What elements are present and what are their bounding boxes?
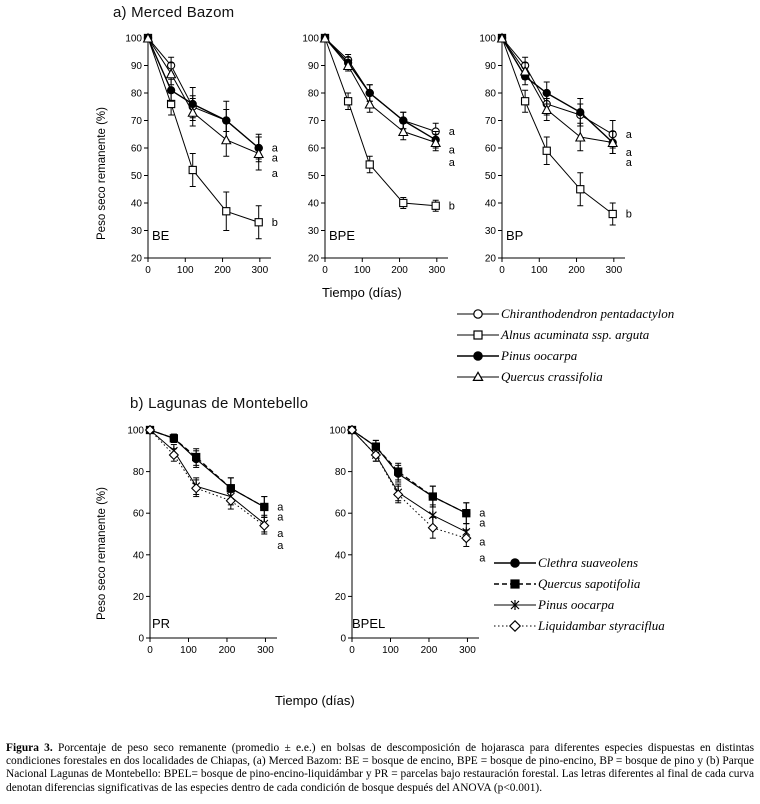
legend-symbol-filled-circle xyxy=(492,556,538,570)
svg-text:50: 50 xyxy=(307,171,319,182)
svg-text:40: 40 xyxy=(307,198,319,210)
legend-item-pinus-oocarpa-a xyxy=(455,345,674,366)
svg-text:a: a xyxy=(277,511,284,524)
chart-PR-tag: PR xyxy=(152,616,171,631)
svg-text:0: 0 xyxy=(340,633,346,645)
legend-item-liquidambar xyxy=(492,615,665,636)
svg-text:80: 80 xyxy=(484,88,496,100)
svg-text:90: 90 xyxy=(307,61,319,72)
svg-text:60: 60 xyxy=(334,508,346,520)
svg-text:300: 300 xyxy=(257,645,274,656)
svg-text:20: 20 xyxy=(307,253,319,265)
svg-text:a: a xyxy=(271,168,278,180)
svg-text:0: 0 xyxy=(145,265,151,276)
legend-symbol-open-square xyxy=(455,328,501,342)
svg-text:30: 30 xyxy=(484,226,496,237)
svg-text:100: 100 xyxy=(127,425,144,437)
svg-text:0: 0 xyxy=(138,633,144,645)
svg-text:a: a xyxy=(271,152,278,165)
svg-text:a: a xyxy=(479,517,486,530)
svg-text:50: 50 xyxy=(484,171,496,182)
legend-item-quercus-sapotifolia xyxy=(492,573,665,594)
svg-text:a: a xyxy=(277,540,284,553)
caption-label: Figura 3. xyxy=(6,742,53,754)
x-axis-label-b: Tiempo (días) xyxy=(275,693,355,708)
svg-text:0: 0 xyxy=(349,645,355,656)
svg-text:a: a xyxy=(625,157,632,169)
svg-text:40: 40 xyxy=(132,550,144,562)
y-axis-label-a: Peso seco remanente (%) xyxy=(96,107,108,240)
svg-text:70: 70 xyxy=(307,116,319,127)
svg-text:60: 60 xyxy=(130,143,142,155)
x-axis-label-a: Tiempo (días) xyxy=(322,285,402,300)
svg-text:100: 100 xyxy=(382,645,399,656)
svg-text:80: 80 xyxy=(132,467,144,479)
svg-text:a: a xyxy=(277,501,284,514)
svg-text:80: 80 xyxy=(334,467,346,479)
svg-text:80: 80 xyxy=(130,88,142,100)
legend-item-quercus-crassifolia xyxy=(455,366,674,387)
svg-text:300: 300 xyxy=(459,645,476,656)
svg-text:70: 70 xyxy=(484,116,496,127)
legend-label: Pinus oocarpa xyxy=(501,347,578,363)
panel-b-title: b) Lagunas de Montebello xyxy=(130,395,309,412)
chart-BP-svg xyxy=(462,28,647,290)
svg-text:100: 100 xyxy=(125,33,142,45)
chart-BPEL-tag: BPEL xyxy=(352,616,386,631)
svg-text:70: 70 xyxy=(130,116,142,127)
svg-text:60: 60 xyxy=(307,143,319,155)
svg-text:100: 100 xyxy=(329,425,346,437)
caption-text: Porcentaje de peso seco remanente (promedio ± e.e.) en bolsas de descomposición de hojarasca para diferentes especies dispuestas en distintas condiciones forestales en dos localidades de Chiapas, (a) Merced Bazom: BE = bosque de encino, BPE = bosque de pino-encino, BP = bosque de pino y (b) Parque Nacional Lagunas de Montebello: BPEL= bosque de pino-encino-liquidámbar y PR = parcelas bajo restauración forestal. Las letras diferentes al final de cada curva denotan diferencias significativas de las especies dentro de cada condición de bosque después del ANOVA (p<0.001). xyxy=(6,742,754,794)
legend-symbol-open-diamond xyxy=(492,619,538,633)
chart-BPE-svg xyxy=(285,28,470,290)
svg-text:300: 300 xyxy=(251,265,269,276)
svg-text:0: 0 xyxy=(499,265,505,276)
svg-text:a: a xyxy=(277,528,284,541)
svg-text:200: 200 xyxy=(391,265,408,276)
svg-text:20: 20 xyxy=(484,253,496,265)
svg-text:a: a xyxy=(448,157,455,169)
svg-text:a: a xyxy=(448,144,455,157)
svg-text:0: 0 xyxy=(322,265,328,276)
svg-text:a: a xyxy=(625,147,632,159)
svg-text:20: 20 xyxy=(130,253,142,265)
svg-text:a: a xyxy=(479,552,486,565)
svg-text:80: 80 xyxy=(307,88,319,100)
svg-text:a: a xyxy=(625,128,632,141)
svg-text:30: 30 xyxy=(307,226,319,237)
svg-text:100: 100 xyxy=(479,33,496,45)
legend-symbol-filled-square xyxy=(492,577,538,591)
svg-text:b: b xyxy=(448,200,455,213)
svg-text:200: 200 xyxy=(218,645,236,656)
svg-text:300: 300 xyxy=(428,265,446,276)
svg-text:a: a xyxy=(271,142,278,155)
legend-item-pinus-oocarpa-b xyxy=(492,594,665,615)
y-axis-label-b: Peso seco remanente (%) xyxy=(96,487,108,620)
legend-symbol-open-triangle xyxy=(455,370,501,384)
svg-text:60: 60 xyxy=(484,143,496,155)
chart-BPEL-svg xyxy=(310,420,505,670)
svg-text:40: 40 xyxy=(334,550,346,562)
svg-text:a: a xyxy=(479,536,486,549)
legend-label: Liquidambar styraciflua xyxy=(538,617,665,633)
svg-text:30: 30 xyxy=(130,226,142,237)
chart-BE-tag: BE xyxy=(152,228,170,243)
svg-text:200: 200 xyxy=(568,265,585,276)
svg-text:20: 20 xyxy=(132,591,144,603)
svg-text:200: 200 xyxy=(420,645,438,656)
legend-item-alnus xyxy=(455,324,674,345)
legend-label: Pinus oocarpa xyxy=(538,596,615,612)
svg-text:60: 60 xyxy=(132,508,144,520)
svg-text:40: 40 xyxy=(484,198,496,210)
chart-BPE xyxy=(285,28,470,290)
chart-BPE-tag: BPE xyxy=(329,228,356,243)
chart-BP-tag: BP xyxy=(506,228,524,243)
figure-caption xyxy=(6,742,754,795)
svg-text:100: 100 xyxy=(353,265,371,276)
legend-a xyxy=(455,303,674,387)
chart-PR-svg xyxy=(108,420,303,670)
chart-BE-svg xyxy=(108,28,293,290)
svg-text:100: 100 xyxy=(176,265,194,276)
svg-text:20: 20 xyxy=(334,591,346,603)
svg-text:90: 90 xyxy=(130,61,142,72)
legend-label: Clethra suaveolens xyxy=(538,554,639,570)
svg-text:a: a xyxy=(448,126,455,138)
legend-b xyxy=(492,552,665,636)
legend-label: Quercus sapotifolia xyxy=(538,575,641,591)
legend-item-clethra xyxy=(492,552,665,573)
svg-text:100: 100 xyxy=(530,265,548,276)
legend-symbol-star xyxy=(492,598,538,612)
svg-text:0: 0 xyxy=(147,645,153,656)
svg-text:100: 100 xyxy=(302,33,319,45)
svg-text:300: 300 xyxy=(605,265,623,276)
legend-item-chiranthodendron xyxy=(455,303,674,324)
svg-text:100: 100 xyxy=(180,645,197,656)
chart-BPEL xyxy=(310,420,505,670)
chart-BE xyxy=(108,28,293,290)
svg-text:90: 90 xyxy=(484,61,496,72)
svg-text:40: 40 xyxy=(130,198,142,210)
svg-text:200: 200 xyxy=(214,265,231,276)
chart-PR xyxy=(108,420,303,670)
legend-label: Quercus crassifolia xyxy=(501,368,603,384)
chart-BP xyxy=(462,28,647,290)
legend-symbol-filled-circle xyxy=(455,349,501,363)
svg-text:b: b xyxy=(625,208,632,221)
svg-text:50: 50 xyxy=(130,171,142,182)
legend-label: Chiranthodendron pentadactylon xyxy=(501,305,675,321)
svg-text:b: b xyxy=(271,216,278,229)
panel-a-title: a) Merced Bazom xyxy=(113,4,235,21)
svg-text:a: a xyxy=(479,507,486,520)
legend-symbol-open-circle xyxy=(455,307,501,321)
legend-label: Alnus acuminata ssp. arguta xyxy=(501,326,650,342)
